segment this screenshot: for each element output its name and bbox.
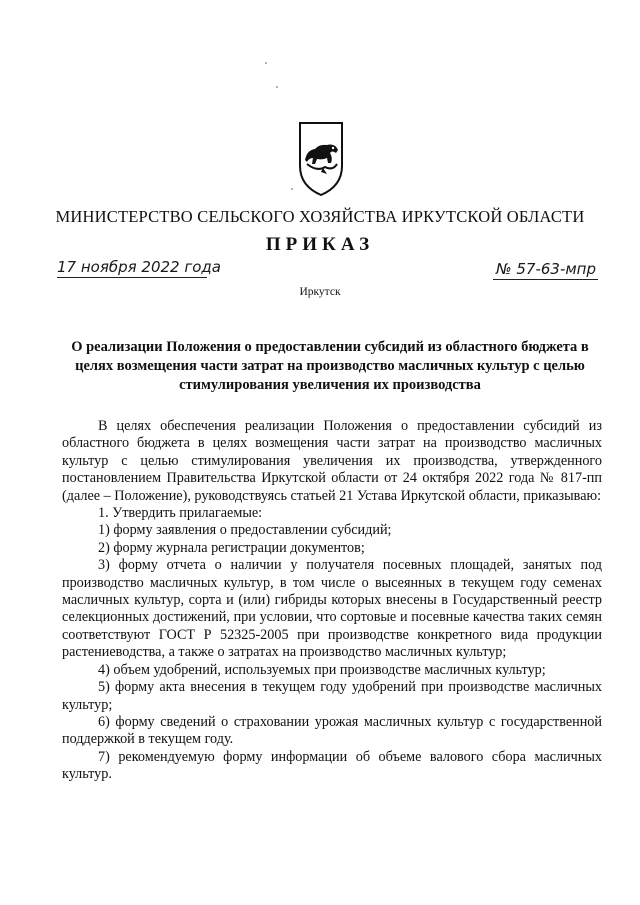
intro-paragraph: В целях обеспечения реализации Положения о предоставлении субсидий из областного бюджета в целях возмещения части затрат на производство масличных культур с целью стимулирования увеличения их производства, утвержденного постановлением Правительства Иркутской области от 24 октября 2022 года № 817-пп (далее – Положение), руководствуясь статьей 21 Устава Иркутской области, приказываю: bbox=[62, 418, 602, 504]
title-line: стимулирования увеличения их производства bbox=[179, 377, 481, 393]
list-item: 1) форму заявления о предоставлении субсидий; bbox=[98, 522, 392, 539]
scan-speck bbox=[265, 62, 267, 64]
ministry-name: МИНИСТЕРСТВО СЕЛЬСКОГО ХОЗЯЙСТВА ИРКУТСКОЙ ОБЛАСТИ bbox=[55, 207, 585, 226]
date-underline bbox=[57, 277, 207, 278]
list-item: 2) форму журнала регистрации документов; bbox=[98, 539, 365, 556]
list-item: 4) объем удобрений, используемых при производстве масличных культур; bbox=[98, 661, 546, 678]
city-label: Иркутск bbox=[299, 286, 341, 298]
list-item: 5) форму акта внесения в текущем году удобрений при производстве масличных культур; bbox=[62, 679, 602, 713]
list-item: 7) рекомендуемую форму информации об объеме валового сбора масличных культур. bbox=[62, 748, 602, 783]
title-line: целях возмещения части затрат на производство масличных культур с целью bbox=[75, 358, 585, 374]
list-item: 1. Утвердить прилагаемые: bbox=[98, 505, 263, 522]
document-type-title: ПРИКАЗ bbox=[265, 234, 375, 255]
scan-speck bbox=[291, 188, 293, 190]
handwritten-order-number: № 57-63-мпр bbox=[496, 260, 597, 278]
scan-speck bbox=[276, 86, 278, 88]
document-body bbox=[62, 418, 602, 784]
handwritten-date: 17 ноября 2022 года bbox=[57, 258, 221, 276]
list-item: 3) форму отчета о наличии у получателя посевных площадей, занятых под производство масличных культур, в том числе о высеянных в текущем году семенах масличных культур, сорта и (или) гибриды которых внесены в Государственный реестр селекционных достижений, при условии, что сортовые и посевные качества таких семян соответствуют ГОСТ Р 52325-2005 при производстве конкретного вида продукции растениеводства, а также о затратах на производство масличных культур; bbox=[62, 557, 602, 661]
title-line: О реализации Положения о предоставлении субсидий из областного бюджета в bbox=[71, 339, 589, 355]
irkutsk-coat-of-arms-icon bbox=[297, 120, 345, 198]
document-title bbox=[60, 338, 600, 395]
number-underline bbox=[493, 279, 598, 280]
list-item: 6) форму сведений о страховании урожая масличных культур с государственной поддержкой в текущем году. bbox=[62, 713, 602, 748]
